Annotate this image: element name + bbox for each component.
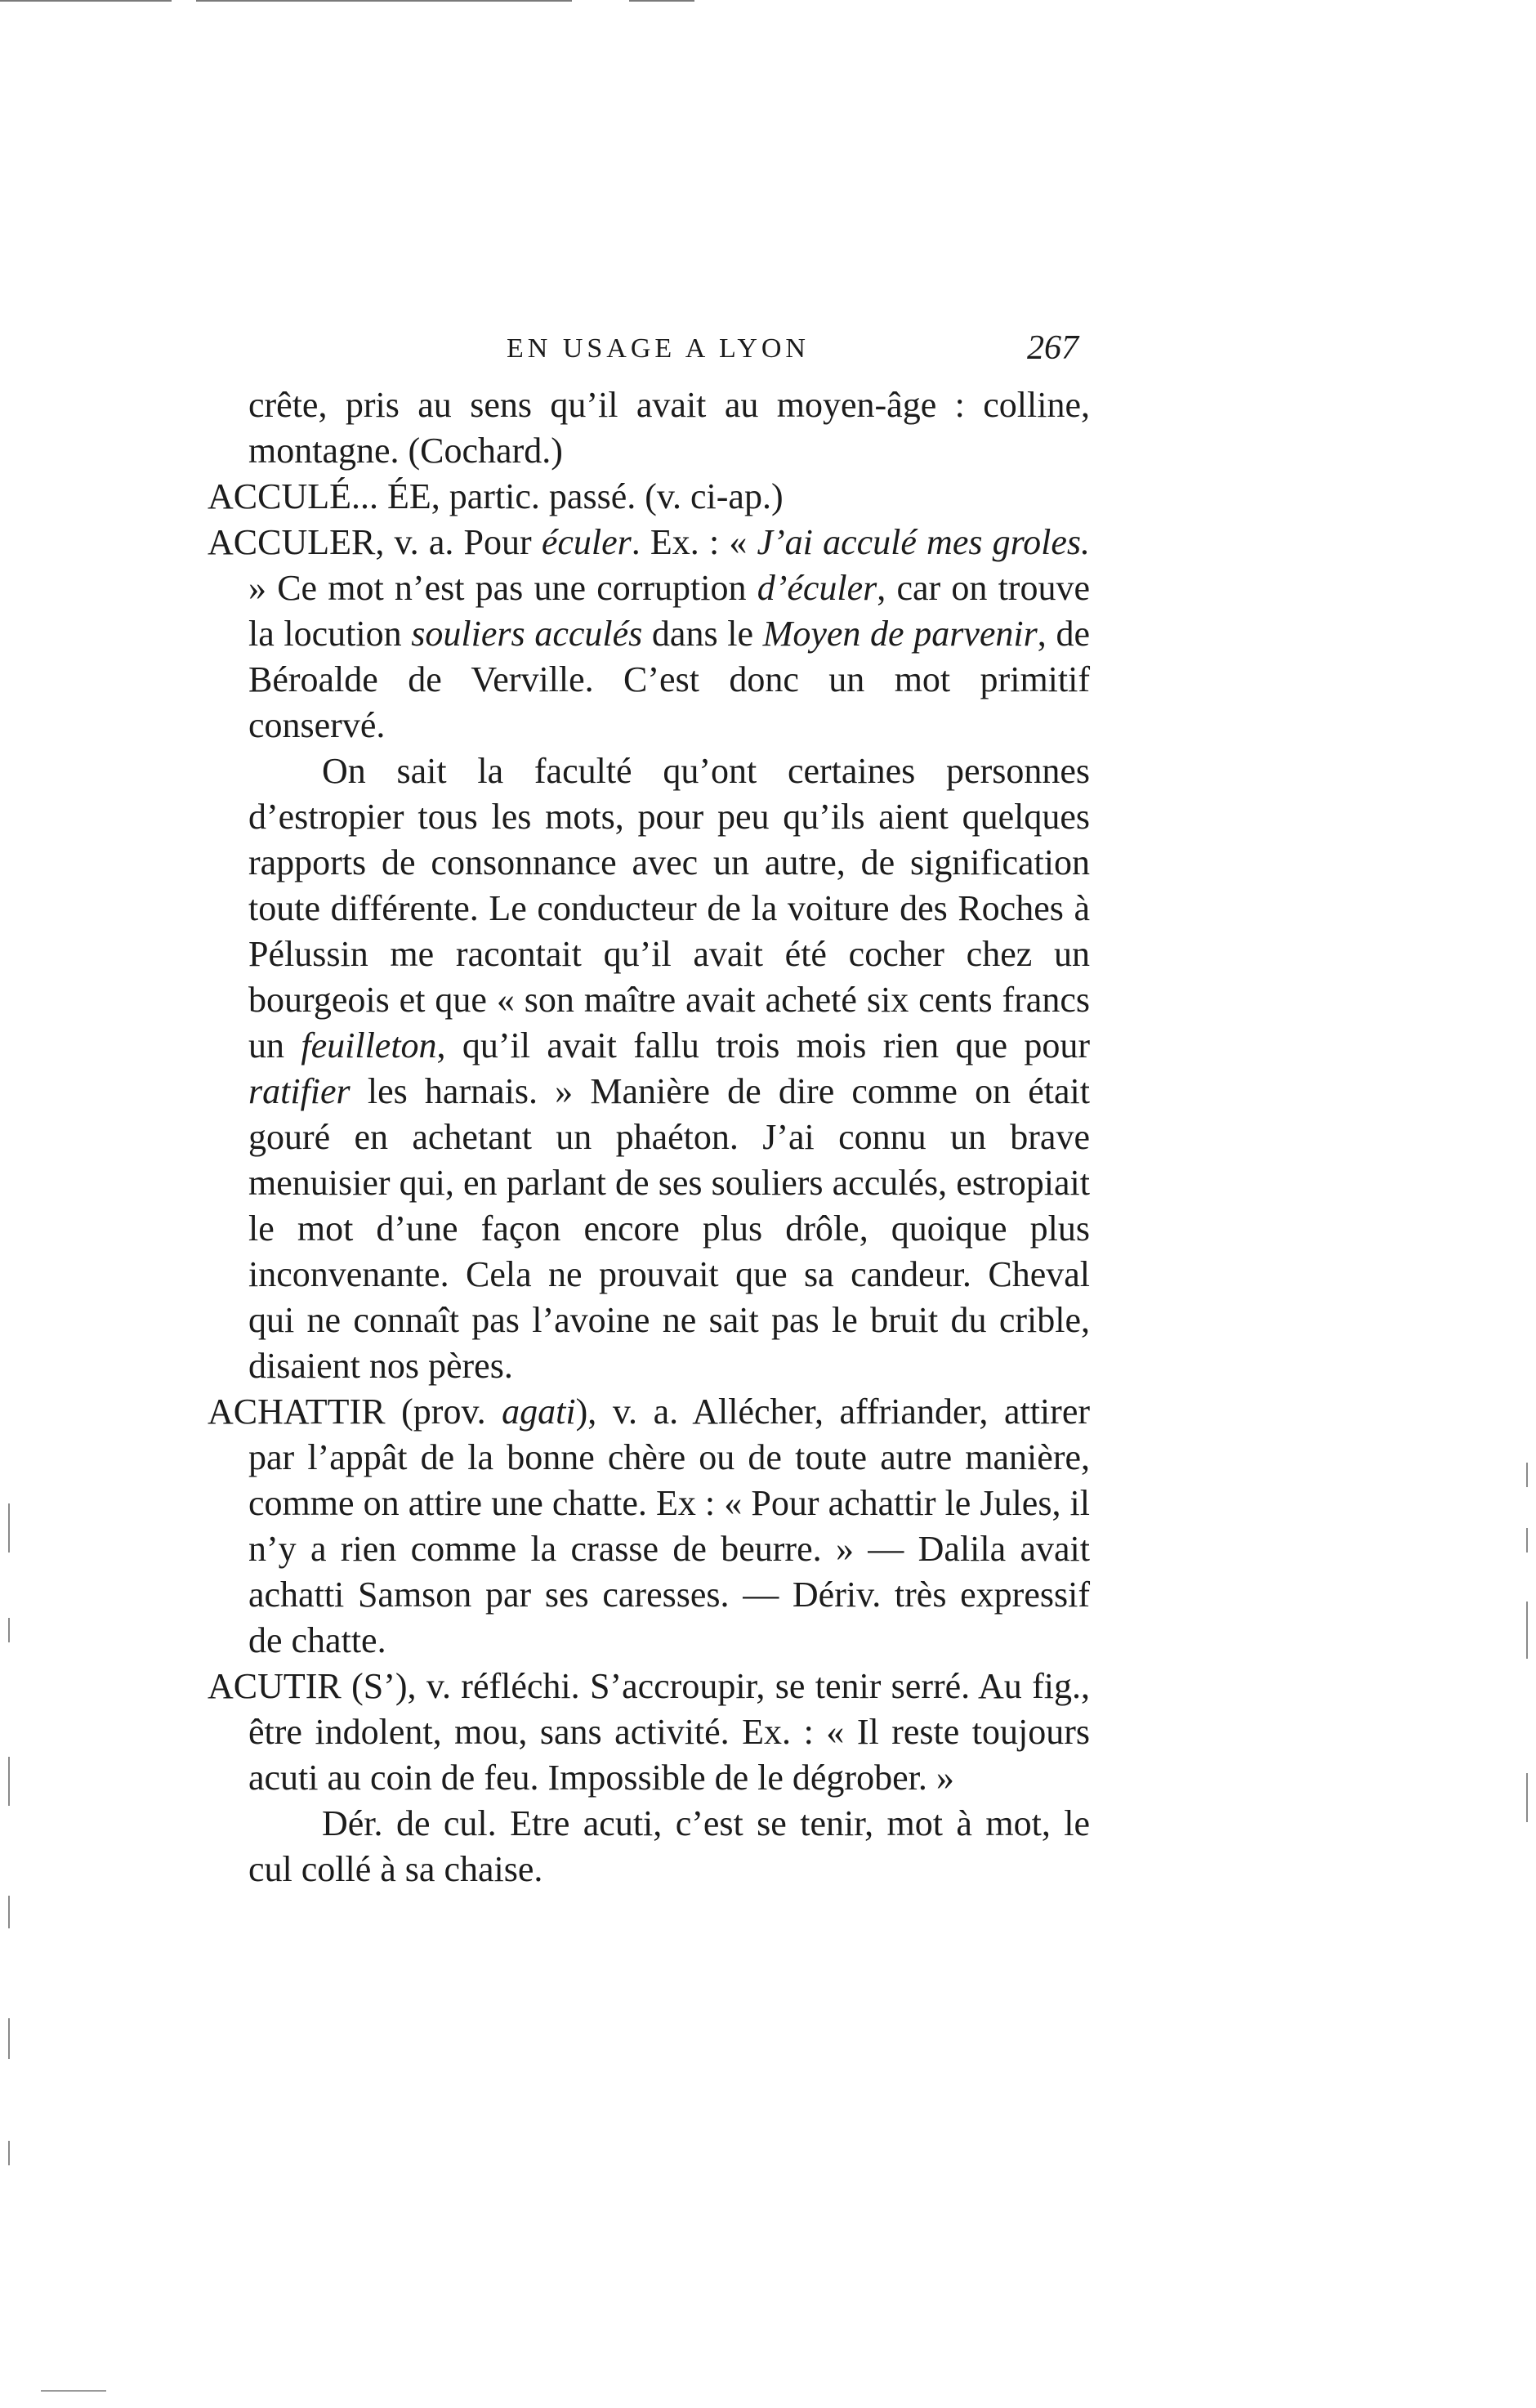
text-run: Dér. de cul. Etre acuti, c’est se tenir, mot à mot, le cul collé à sa chaise. bbox=[248, 1803, 1090, 1889]
italic-text: souliers acculés bbox=[411, 614, 643, 654]
bottom-mark bbox=[41, 2390, 106, 2392]
headword: ACCULER bbox=[208, 522, 376, 562]
italic-text: Moyen de parvenir bbox=[762, 614, 1038, 654]
text-run: » Ce mot n’est pas une corruption bbox=[248, 568, 757, 608]
running-head: EN USAGE A LYON bbox=[507, 333, 810, 364]
text-run: , de Béroalde de Verville. C’est donc un mot primitif conservé. bbox=[248, 614, 1090, 745]
paragraph bbox=[208, 382, 1090, 474]
italic-text: ratifier bbox=[248, 1071, 351, 1111]
text-run: , v. a. Pour bbox=[375, 522, 542, 562]
top-rule-left bbox=[0, 0, 172, 2]
margin-mark bbox=[8, 1503, 10, 1552]
text-run: , qu’il avait fallu trois mois rien que pour bbox=[436, 1025, 1091, 1066]
margin-mark bbox=[8, 2018, 10, 2059]
margin-mark bbox=[8, 1896, 10, 1928]
paragraph bbox=[208, 1801, 1090, 1892]
italic-text: d’éculer bbox=[757, 568, 877, 608]
text-run: ), v. a. Allécher, affriander, attirer par l’appât de la bonne chère ou de toute autre manière, comme on attire une chatte. Ex : « Pour achattir le Jules, il n’y a rien comme la crasse de beurre. » — Dalila avait achatti Samson par ses caresses. — Dériv. très expressif de chatte. bbox=[248, 1392, 1090, 1660]
dictionary-entry bbox=[208, 520, 1090, 748]
headword: ACCULÉ... ÉE bbox=[208, 476, 431, 516]
dictionary-entry bbox=[208, 1389, 1090, 1664]
top-rule-right bbox=[629, 0, 694, 2]
text-run: , partic. passé. (v. ci-ap.) bbox=[431, 476, 784, 516]
text-run: , car on trouve la locution bbox=[248, 568, 1090, 654]
italic-text: J’ai acculé mes groles. bbox=[757, 522, 1090, 562]
text-run: les harnais. » Manière de dire comme on était gouré en achetant un phaéton. J’ai connu un brave menuisier qui, en parlant de ses souliers acculés, estropiait le mot d’une façon encore plus drôle, quoique plus inconvenante. Cela ne prouvait que sa candeur. Cheval qui ne connaît pas l’avoine ne sait pas le bruit du crible, disaient nos pères. bbox=[248, 1071, 1090, 1386]
text-run: crête, pris au sens qu’il avait au moyen-âge : colline, montagne. (Cochard.) bbox=[248, 385, 1090, 471]
margin-mark bbox=[8, 1757, 10, 1806]
text-run: On sait la faculté qu’ont certaines personnes d’estropier tous les mots, pour peu qu’ils aient quelques rapports de consonnance avec un autre, de signification toute différente. Le conducteur de la voiture des Roches à Pélussin me racontait qu’il avait été cocher chez un bourgeois et que « son maître avait acheté six cents francs un bbox=[248, 751, 1090, 1066]
margin-mark bbox=[1526, 1463, 1528, 1487]
text-run: , v. réfléchi. S’accroupir, se tenir serré. Au fig., être indolent, mou, sans activité. Ex. : « Il reste toujours acuti au coin de feu. Impossible de le dégrober. » bbox=[248, 1666, 1091, 1798]
text-run: (prov. bbox=[385, 1392, 502, 1432]
margin-mark bbox=[1526, 1528, 1528, 1552]
page-header bbox=[507, 329, 1078, 374]
margin-mark bbox=[1526, 1602, 1528, 1659]
italic-text: éculer bbox=[541, 522, 632, 562]
dictionary-entry bbox=[208, 474, 1090, 520]
page-number: 267 bbox=[1027, 329, 1078, 367]
text-run: . Ex. : « bbox=[631, 522, 757, 562]
dictionary-entry bbox=[208, 1664, 1090, 1801]
text-run: dans le bbox=[642, 614, 763, 654]
paragraph bbox=[208, 748, 1090, 1389]
headword: ACUTIR (S’) bbox=[208, 1666, 408, 1706]
page-body bbox=[208, 382, 1090, 1892]
top-rule-middle bbox=[196, 0, 572, 2]
italic-text: feuilleton bbox=[301, 1025, 437, 1066]
margin-mark bbox=[8, 1618, 10, 1642]
italic-text: agati bbox=[502, 1392, 576, 1432]
headword: ACHATTIR bbox=[208, 1392, 386, 1432]
margin-mark bbox=[1526, 1773, 1528, 1822]
margin-mark bbox=[8, 2141, 10, 2165]
